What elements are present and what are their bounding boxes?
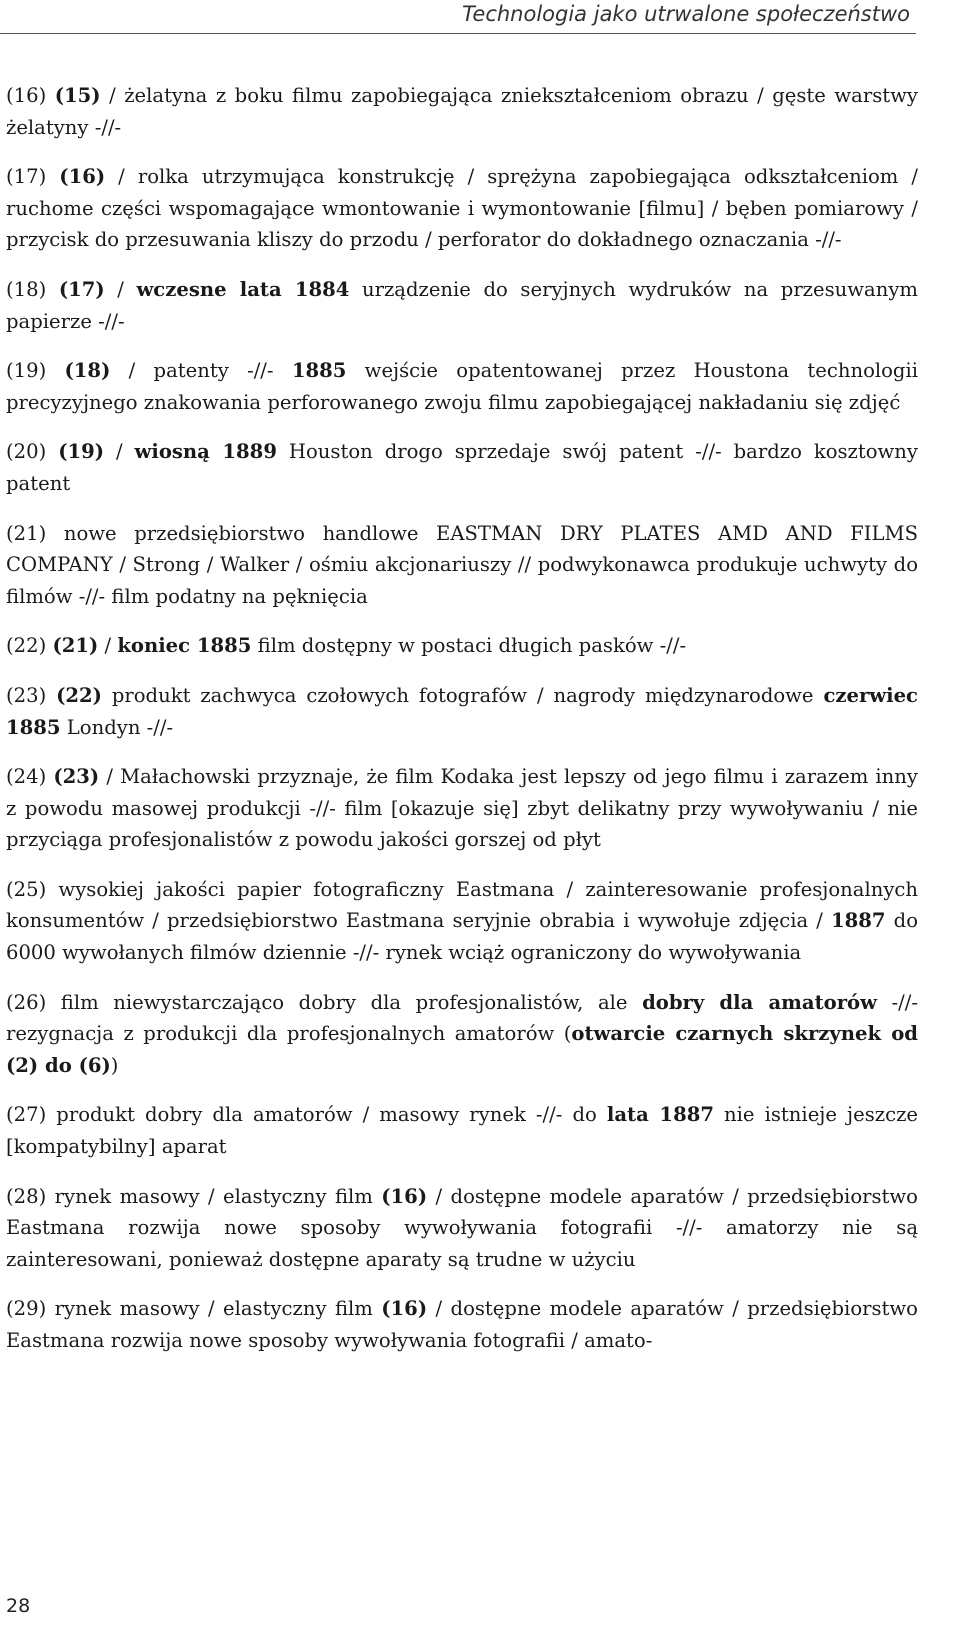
page-number: 28 xyxy=(6,1595,31,1617)
text-run: (18) xyxy=(6,277,59,301)
text-run: / xyxy=(98,634,118,658)
bold-text: 1887 xyxy=(831,909,886,933)
text-run: (24) xyxy=(6,765,54,789)
text-run: / żelatyna z boku filmu zapobiegająca zniekształceniom obrazu / gęste warstwy żelatyny -//- xyxy=(6,84,919,139)
paragraph-7 xyxy=(6,630,918,662)
bold-text: czerwiec 1885 xyxy=(6,683,918,739)
text-run: (21) nowe przedsiębiorstwo handlowe EASTMAN DRY PLATES AMD AND FILMS COMPANY / Strong / Walker / ośmiu akcjonariuszy // podwykonawca produkuje uchwyty do filmów -//- film podatny na pęknięcia xyxy=(6,521,918,608)
bold-text: (15) xyxy=(54,84,101,107)
bold-text: (22) xyxy=(56,683,102,707)
bold-text: wiosną 1889 xyxy=(134,440,277,464)
text-run: (20) xyxy=(6,440,59,464)
bold-text: (21) xyxy=(52,634,99,658)
paragraph-12 xyxy=(6,1099,918,1162)
document-body xyxy=(6,80,918,1375)
bold-text: (16) xyxy=(59,165,106,189)
bold-text: dobry dla amatorów xyxy=(642,990,877,1014)
paragraph-11 xyxy=(6,987,918,1082)
running-header xyxy=(0,0,916,34)
text-run: ) xyxy=(110,1053,119,1077)
bold-text: lata 1887 xyxy=(606,1103,714,1127)
bold-text: (19) xyxy=(58,440,104,464)
bold-text: otwarcie czarnych skrzynek od (2) do (6) xyxy=(6,1022,918,1077)
text-run: do 6000 wywołanych filmów dziennie -//- rynek wciąż ograniczony do wywoływania xyxy=(6,909,918,965)
bold-text: (23) xyxy=(53,765,100,789)
text-run: (17) xyxy=(6,165,60,189)
text-run: / Małachowski przyznaje, że film Kodaka jest lepszy od jego filmu i zarazem inny z powodu masowej produkcji -//- film [okazuje się] zbyt delikatny przy wywoływaniu / nie przyciąga profesjonalistów z powodu jakości gorszej od płyt xyxy=(6,765,918,852)
text-run: / dostępne modele aparatów / przedsiębiorstwo Eastmana rozwija nowe sposoby wywoływania fotografii -//- amatorzy nie są zainteresowani, ponieważ dostępne aparaty są trudne w użyciu xyxy=(6,1184,918,1271)
text-run: (23) xyxy=(6,683,57,707)
running-title: Technologia jako utrwalone społeczeństwo xyxy=(462,2,910,26)
text-run: (22) xyxy=(6,634,53,658)
bold-text: (16) xyxy=(381,1184,428,1208)
bold-text: koniec 1885 xyxy=(117,634,252,658)
text-run: (28) rynek masowy / elastyczny film xyxy=(6,1184,382,1208)
text-run: wejście opatentowanej przez Houstona technologii precyzyjnego znakowania perforowanego zwoju filmu zapobiegającej nakładaniu się zdjęć xyxy=(6,359,919,414)
bold-text: wczesne lata 1884 xyxy=(136,277,350,301)
paragraph-10 xyxy=(6,874,918,969)
text-run: / dostępne modele aparatów / przedsiębiorstwo Eastmana rozwija nowe sposoby wywoływania fotografii / amato- xyxy=(6,1297,918,1352)
text-run: / xyxy=(104,277,137,301)
paragraph-14 xyxy=(6,1293,918,1356)
text-run: -//- rezygnacja z produkcji dla profesjonalnych amatorów ( xyxy=(6,990,918,1046)
text-run: film dostępny w postaci długich pasków -//- xyxy=(251,634,687,658)
paragraph-1 xyxy=(6,80,918,143)
text-run: produkt zachwyca czołowych fotografów / nagrody międzynarodowe xyxy=(101,683,824,707)
text-run: Londyn -//- xyxy=(60,715,174,739)
text-run: (16) xyxy=(6,84,55,107)
text-run: nie istnieje jeszcze [kompatybilny] aparat xyxy=(6,1103,918,1159)
text-run: / patenty -//- xyxy=(110,359,292,383)
text-run: (27) produkt dobry dla amatorów / masowy rynek -//- do xyxy=(6,1103,607,1127)
bold-text: 1885 xyxy=(291,359,347,383)
paragraph-3 xyxy=(6,274,918,337)
text-run: / rolka utrzymująca konstrukcję / sprężyna zapobiegająca odkształceniom / ruchome części wspomagające wmontowanie i wymontowanie [filmu] / bęben pomiarowy / przycisk do przesuwania kliszy do przodu / perforator do dokładnego oznaczania -//- xyxy=(6,165,918,252)
text-run: Houston drogo sprzedaje swój patent -//- bardzo kosztowny patent xyxy=(6,440,919,495)
paragraph-4 xyxy=(6,355,918,418)
paragraph-2 xyxy=(6,161,918,256)
text-run: urządzenie do seryjnych wydruków na przesuwanym papierze -//- xyxy=(6,277,919,333)
text-run: (26) film niewystarczająco dobry dla profesjonalistów, ale xyxy=(6,990,643,1014)
paragraph-9 xyxy=(6,761,918,856)
text-run: (29) rynek masowy / elastyczny film xyxy=(6,1297,382,1321)
bold-text: (18) xyxy=(64,359,111,383)
paragraph-13 xyxy=(6,1181,918,1276)
bold-text: (16) xyxy=(381,1297,428,1321)
text-run: / xyxy=(104,440,135,464)
paragraph-6 xyxy=(6,518,918,613)
text-run: (19) xyxy=(6,359,65,383)
paragraph-5 xyxy=(6,436,918,499)
paragraph-8 xyxy=(6,680,918,743)
bold-text: (17) xyxy=(58,277,105,301)
text-run: (25) wysokiej jakości papier fotograficzny Eastmana / zainteresowanie profesjonalnych konsumentów / przedsiębiorstwo Eastmana seryjnie obrabia i wywołuje zdjęcia / xyxy=(6,877,918,933)
